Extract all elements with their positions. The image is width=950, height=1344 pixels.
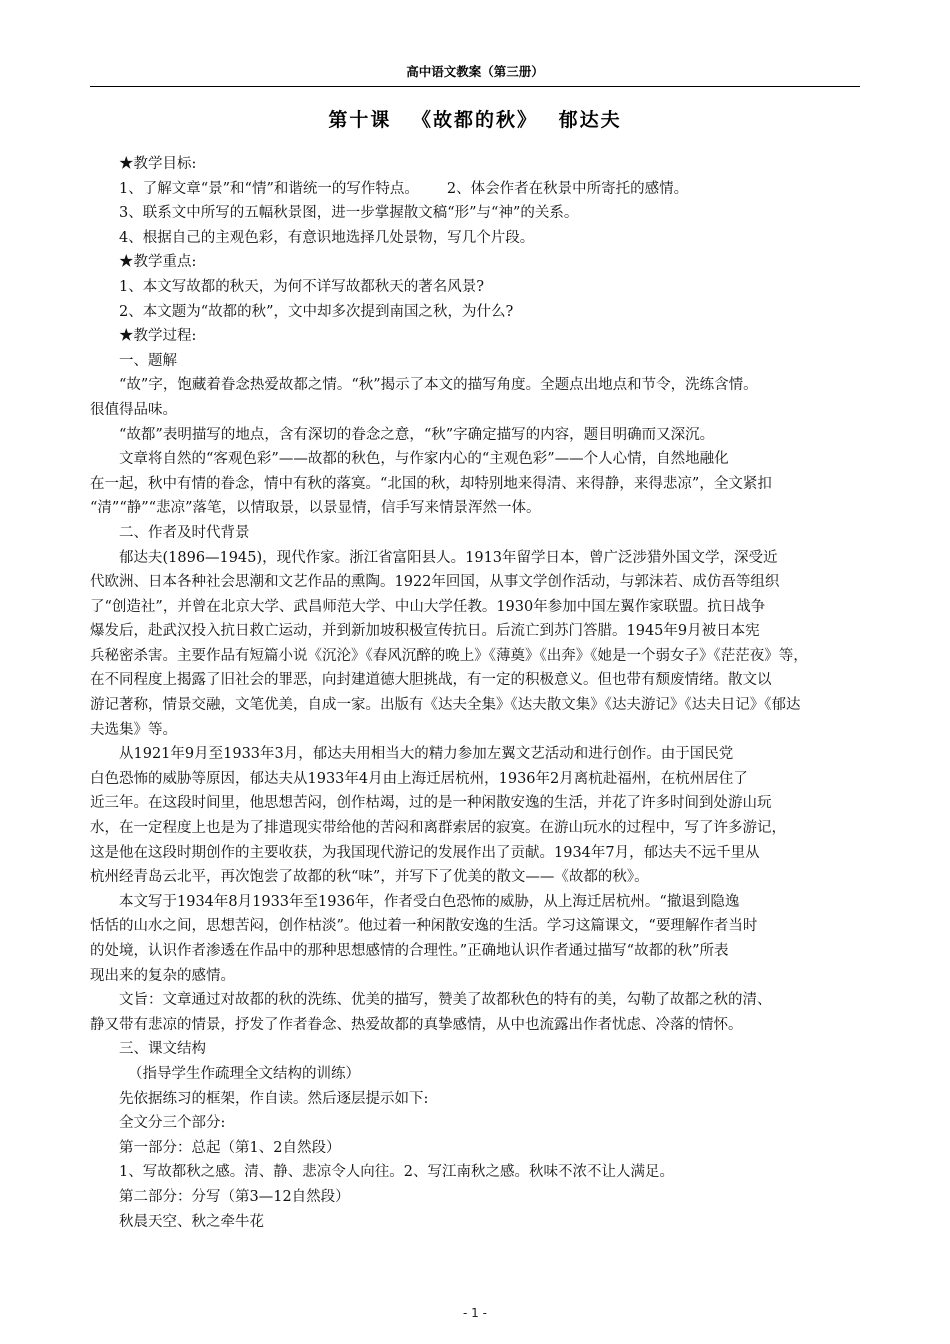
section1-paragraph-3	[90, 447, 860, 521]
process-heading: ★教学过程:	[119, 328, 197, 345]
section3-line-1: 先依据练习的框架，作自读。然后逐层提示如下:	[119, 1090, 429, 1107]
work-title: 《故都的秋》	[411, 109, 538, 131]
text-line: 很值得品味。	[90, 401, 177, 418]
header-rule	[90, 86, 860, 87]
text-line: 现出来的复杂的感情。	[90, 967, 235, 984]
text-line: 本文写于1934年8月1933年至1936年，作者受白色恐怖的威胁，从上海迁居杭州。“撤退到隐逸	[119, 893, 740, 910]
text-line: 了“创造社”，并曾在北京大学、武昌师范大学、中山大学任教。1930年参加中国左翼作家联盟。抗日战争	[90, 598, 766, 615]
text-line: 爆发后，赴武汉投入抗日救亡运动，并到新加坡积极宣传抗日。后流亡到苏门答腊。1945年9月被日本宪	[90, 623, 760, 640]
section1-heading: 一、题解	[119, 352, 177, 369]
text-line: 在一起，秋中有情的眷念，情中有秋的落寞。“北国的秋，却特别地来得清、来得静，来得悲凉”，全文紧扣	[90, 475, 772, 492]
text-line: 兵秘密杀害。主要作品有短篇小说《沉沦》《春风沉醉的晚上》《薄奠》《出奔》《她是一个弱女子》《茫茫夜》等，	[90, 647, 808, 664]
text-line: “故都”表明描写的地点，含有深切的眷念之意，“秋”字确定描写的内容，题目明确而又深沉。	[119, 426, 715, 443]
text-line: 郁达夫(1896—1945)，现代作家。浙江省富阳县人。1913年留学日本，曾广泛涉猎外国文学，深受近	[119, 549, 778, 566]
theme-paragraph	[90, 988, 860, 1037]
text-line: 文章将自然的“客观色彩”——故都的秋色，与作家内心的“主观色彩”——个人心情，自然地融化	[119, 451, 729, 468]
text-line: 水，在一定程度上也是为了排遣现实带给他的苦闷和离群索居的寂寞。在游山玩水的过程中，写了许多游记，	[90, 820, 786, 837]
text-line: 杭州经青岛云北平，再次饱尝了故都的秋“味”，并写下了优美的散文——《故都的秋》。	[90, 869, 649, 886]
key-point-2: 2、本文题为“故都的秋”，文中却多次提到南国之秋，为什么?	[119, 303, 514, 320]
section2-heading: 二、作者及时代背景	[119, 524, 250, 541]
section1-paragraph-2	[90, 423, 860, 448]
key-point-1: 1、本文写故都的秋天，为何不详写故都秋天的著名风景?	[119, 278, 484, 295]
text-line: 这是他在这段时期创作的主要收获，为我国现代游记的发展作出了贡献。1934年7月，郁达夫不远千里从	[90, 844, 760, 861]
lesson-number: 第十课	[328, 109, 392, 131]
section3-line-5: 第二部分：分写（第3—12自然段）	[119, 1188, 350, 1205]
running-header: 高中语文教案（第三册）	[406, 64, 544, 79]
objectives-heading: ★教学目标:	[119, 156, 197, 172]
objective-3: 3、联系文中所写的五幅秋景图，进一步掌握散文稿“形”与“神”的关系。	[119, 205, 579, 222]
text-line: 文旨：文章通过对故都的秋的洗练、优美的描写，赞美了故都秋色的特有的美，勾勒了故都之秋的清、	[119, 992, 772, 1009]
author-bio-paragraph	[90, 546, 860, 743]
background-paragraph	[90, 742, 860, 890]
page-number: - 1 -	[463, 1306, 487, 1320]
objective-2: 2、体会作者在秋景中所寄托的感情。	[446, 180, 689, 197]
text-line: 白色恐怖的威胁等原因，郁达夫从1933年4月由上海迁居杭州，1936年2月离杭赴福州，在杭州居住了	[90, 770, 748, 787]
key-points-heading: ★教学重点:	[119, 254, 197, 271]
section3-line-4: 1、写故都秋之感。清、静、悲凉令人向往。2、写江南秋之感。秋味不浓不让人满足。	[119, 1164, 674, 1181]
text-line: 在不同程度上揭露了旧社会的罪恶，向封建道德大胆挑战，有一定的积极意义。但也带有颓废情绪。散文以	[90, 672, 772, 689]
section3-line-6: 秋晨天空、秋之牵牛花	[119, 1213, 264, 1230]
text-line: 夫选集》等。	[90, 721, 177, 738]
section3-line-3: 第一部分：总起（第1、2自然段）	[119, 1139, 341, 1156]
text-line: “故”字，饱藏着眷念热爱故都之情。“秋”揭示了本文的描写角度。全题点出地点和节令，洗练含情。	[119, 377, 758, 394]
section1-paragraph-1	[90, 373, 860, 422]
writing-context-paragraph	[90, 890, 860, 988]
text-line: 的处境，认识作者渗透在作品中的那种思想感情的合理性。”正确地认识作者通过描写“故都的秋”所表	[90, 943, 729, 959]
objective-4: 4、根据自己的主观色彩，有意识地选择几处景物，写几个片段。	[119, 229, 535, 246]
text-line: 代欧洲、日本各种社会思潮和文艺作品的熏陶。1922年回国，从事文学创作活动，与郭沫若、成仿吾等组织	[90, 574, 780, 591]
body-text	[90, 152, 860, 1234]
text-line: “清”“静”“悲凉”落笔，以情取景，以景显情，信手写来情景浑然一体。	[90, 500, 541, 517]
section3-line-2: 全文分三个部分:	[119, 1115, 226, 1132]
objective-line-1	[90, 177, 860, 202]
text-line: 游记著称，情景交融，文笔优美，自成一家。出版有《达夫全集》《达夫散文集》《达夫游记》《达夫日记》《郁达	[90, 697, 801, 714]
section3-note: （指导学生作疏理全文结构的训练）	[128, 1065, 360, 1082]
text-line: 静又带有悲凉的情景，抒发了作者眷念、热爱故都的真挚感情，从中也流露出作者忧虑、冷落的情怀。	[90, 1016, 743, 1033]
text-line: 近三年。在这段时间里，他思想苦闷，创作枯竭，过的是一种闲散安逸的生活，并花了许多时间到处游山玩	[90, 795, 772, 812]
section3-heading: 三、课文结构	[119, 1041, 206, 1058]
objective-1: 1、了解文章“景”和“情”和谐统一的写作特点。	[119, 180, 419, 197]
author-name: 郁达夫	[558, 109, 622, 131]
text-line: 恬恬的山水之间，思想苦闷，创作枯淡”。他过着一种闲散安逸的生活。学习这篇课文，“要理解作者当时	[90, 918, 758, 935]
lesson-title	[90, 107, 860, 133]
text-line: 从1921年9月至1933年3月，郁达夫用相当大的精力参加左翼文艺活动和进行创作。由于国民党	[119, 746, 734, 763]
